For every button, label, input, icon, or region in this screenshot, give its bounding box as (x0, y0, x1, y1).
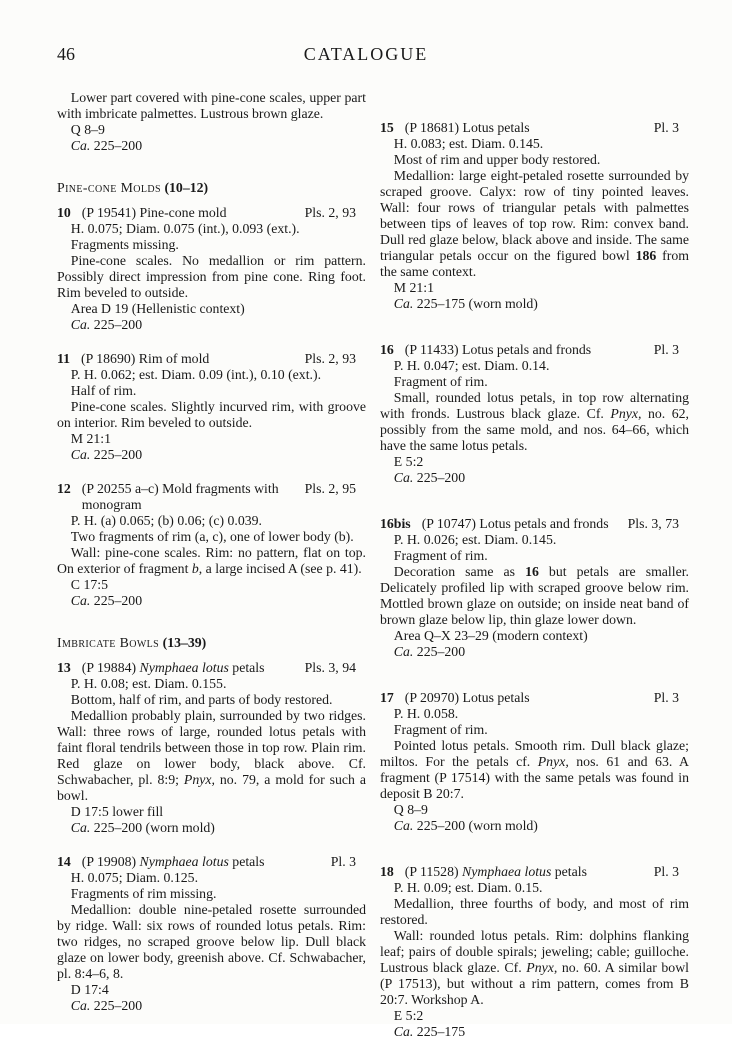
text-segment: 225–200 (90, 998, 143, 1013)
text-segment: , a large incised A (see p. 41). (198, 561, 362, 576)
text-segment: Fragment of rim. (393, 374, 488, 389)
entry-title (405, 342, 646, 358)
body-paragraph (380, 896, 689, 928)
text-segment: Wall: rounded lotus petals. Rim: dolphins flanking leaf; pairs of double spirals; jeweling; cable; guilloche. Lustrous black glaze. Cf. (380, 928, 689, 975)
entry-title (82, 854, 323, 870)
text-segment: Pnyx, (183, 772, 215, 787)
text-segment: petals (228, 854, 265, 869)
entry-header (57, 205, 366, 221)
text-segment: (P 19884) (81, 660, 140, 675)
plate-reference: Pls. 2, 93 (304, 205, 356, 220)
text-segment: Fragments missing. (70, 237, 179, 252)
entry-number: 13 (57, 660, 71, 675)
body-paragraph (57, 367, 366, 383)
body-paragraph (380, 454, 689, 470)
text-segment: P. H. 0.026; est. Diam. 0.145. (393, 532, 557, 547)
text-segment: Nymphaea lotus (139, 660, 229, 675)
body-paragraph (57, 529, 366, 545)
body-paragraph (57, 982, 366, 998)
text-segment: H. 0.075; Diam. 0.125. (70, 870, 199, 885)
text-segment: (P 10747) Lotus petals and fronds (421, 516, 609, 531)
text-segment: C 17:5 (70, 577, 108, 592)
body-paragraph (380, 802, 689, 818)
text-segment: 225–200 (worn mold) (413, 818, 538, 833)
text-segment: Medallion probably plain, surrounded by two ridges. Wall: three rows of large, rounded lotus petals with faint floral tendrils between those in top row. Plain rim. Red glaze on lower body, black above. Cf. Schwabacher, pl. 8:9; (57, 708, 366, 787)
body-paragraph (380, 1024, 689, 1040)
plate-reference: Pls. 2, 95 (304, 481, 356, 496)
text-segment: E 5:2 (393, 454, 424, 469)
body-paragraph (380, 280, 689, 296)
plate-reference: Pls. 2, 93 (304, 351, 356, 366)
plate-reference: Pl. 3 (653, 120, 679, 135)
body-paragraph (57, 399, 366, 431)
text-segment: (P 19541) Pine-cone mold (81, 205, 227, 220)
text-segment: no. 62, possibly from the same mold, and nos. 64–66, which have the same lotus petals. (380, 406, 689, 453)
entry-header (57, 660, 366, 676)
catalog-entry (57, 854, 366, 1014)
text-segment: Medallion: large eight-petaled rosette surrounded by scraped groove. Calyx: row of tiny pointed leaves. Wall: four rows of triangular petals with palmettes between tips of leaves of top row. Rim: convex band. Dull red glaze below, black above and inside. The same triangular petals occur on the figured bowl (380, 168, 689, 263)
entry-number: 17 (380, 690, 394, 705)
page-header (0, 0, 732, 66)
text-segment: Ca. (393, 296, 414, 311)
text-segment: Pnyx, (610, 406, 642, 421)
text-segment: Ca. (393, 644, 414, 659)
entry-header (380, 120, 689, 136)
entry-number: 12 (57, 481, 71, 496)
body-paragraph (57, 317, 366, 333)
body-paragraph (57, 221, 366, 237)
text-segment: Bottom, half of rim, and parts of body restored. (70, 692, 333, 707)
entry-header (57, 854, 366, 870)
plate-reference: Pl. 3 (653, 864, 679, 879)
text-segment: no. 60. A similar bowl (P 17513), but without a rim pattern, comes from B 20:7. Workshop A. (380, 960, 690, 1007)
text-segment: Pine-cone scales. Slightly incurved rim, with groove on interior. Rim beveled to outside. (57, 399, 366, 430)
text-segment: nos. 61 and 63. A fragment (P 17514) with the same petals was found in deposit B 20:7. (380, 754, 689, 801)
text-segment: Lower part covered with pine-cone scales, upper part with imbricate palmettes. Lustrous brown glaze. (57, 90, 366, 121)
section-heading (57, 635, 366, 651)
plate-reference: Pls. 3, 73 (627, 516, 679, 531)
entry-title (405, 864, 646, 880)
body-paragraph (380, 548, 689, 564)
text-segment: 225–200 (413, 644, 466, 659)
body-paragraph (57, 804, 366, 820)
body-paragraph (57, 870, 366, 886)
body-paragraph (57, 545, 366, 577)
body-paragraph (57, 593, 366, 609)
plate-reference: Pl. 3 (653, 690, 679, 705)
text-segment: P. H. (a) 0.065; (b) 0.06; (c) 0.039. (70, 513, 263, 528)
catalog-entry (57, 205, 366, 333)
running-head: CATALOGUE (303, 44, 429, 64)
section-heading (57, 180, 366, 196)
body-paragraph (380, 470, 689, 486)
text-segment: M 21:1 (70, 431, 112, 446)
text-segment: Ca. (393, 1024, 414, 1039)
entry-header (380, 690, 689, 706)
text-segment: b (191, 561, 199, 576)
text-segment: H. 0.083; est. Diam. 0.145. (393, 136, 544, 151)
body-paragraph (380, 296, 689, 312)
text-segment: 186 (635, 248, 657, 263)
entry-title (82, 481, 297, 513)
catalog-entry (57, 351, 366, 463)
text-segment: 225–200 (90, 447, 143, 462)
catalog-entry (380, 120, 689, 312)
paragraph (57, 122, 366, 138)
text-segment: (P 18681) Lotus petals (404, 120, 530, 135)
text-segment: Decoration same as (393, 564, 526, 579)
plate-reference: Pls. 3, 94 (304, 660, 356, 675)
body-paragraph (57, 820, 366, 836)
text-segment: from the same context. (380, 248, 689, 279)
entry-header (380, 864, 689, 880)
text-segment: Wall: pine-cone scales. Rim: no pattern, flat on top. On exterior of fragment (57, 545, 366, 576)
body-paragraph (57, 447, 366, 463)
entry-title (405, 690, 646, 706)
body-paragraph (380, 358, 689, 374)
body-paragraph (380, 564, 689, 628)
body-paragraph (380, 722, 689, 738)
text-segment: M 21:1 (393, 280, 435, 295)
text-segment: Fragment of rim. (393, 548, 488, 563)
body-paragraph (380, 168, 689, 280)
text-segment: 225–200 (90, 593, 143, 608)
body-paragraph (57, 301, 366, 317)
text-segment: Ca. (70, 447, 91, 462)
text-segment: 225–175 (413, 1024, 466, 1039)
body-paragraph (57, 902, 366, 982)
text-segment: P. H. 0.08; est. Diam. 0.155. (70, 676, 227, 691)
catalog-entry (57, 481, 366, 609)
catalog-entry (380, 864, 689, 1040)
text-segment: P. H. 0.058. (393, 706, 459, 721)
text-segment: Pine-cone scales. No medallion or rim pattern. Possibly direct impression from pine cone. Ring foot. Rim beveled to outside. (57, 253, 366, 300)
text-segment: (P 11528) (404, 864, 463, 879)
column-right (380, 90, 689, 1040)
text-segment: petals (228, 660, 265, 675)
text-segment: (13–39) (162, 635, 207, 650)
entry-title (82, 660, 297, 676)
text-segment: Half of rim. (70, 383, 137, 398)
body-paragraph (57, 237, 366, 253)
text-segment: Pnyx, (537, 754, 569, 769)
body-paragraph (380, 628, 689, 644)
entry-title (405, 120, 646, 136)
text-segment: 16 (525, 564, 539, 579)
body-paragraph (57, 577, 366, 593)
entry-number: 16 (380, 342, 394, 357)
body-paragraph (57, 676, 366, 692)
catalog-entry (380, 690, 689, 834)
column-left (57, 90, 366, 1040)
entry-number: 18 (380, 864, 394, 879)
text-segment: 225–200 (90, 138, 143, 153)
text-segment: Ca. (70, 998, 91, 1013)
entry-header (57, 351, 366, 367)
text-segment: (10–12) (164, 180, 209, 195)
text-segment: Area Q–X 23–29 (modern context) (393, 628, 588, 643)
text-segment: (P 20255 a–c) Mold fragments with monogram (81, 481, 279, 512)
body-paragraph (380, 152, 689, 168)
text-segment: P. H. 0.062; est. Diam. 0.09 (int.), 0.10 (ext.). (70, 367, 322, 382)
text-segment: Q 8–9 (70, 122, 105, 137)
body-paragraph (57, 383, 366, 399)
page-number: 46 (57, 44, 75, 64)
text-segment: but petals are smaller. Delicately profiled lip with scraped groove below rim. Mottled brown glaze on outside; on inside neat band of brown glaze below lip, thin glaze lower down. (380, 564, 690, 627)
text-segment: Fragment of rim. (393, 722, 488, 737)
body-paragraph (380, 880, 689, 896)
text-columns (0, 66, 732, 1040)
text-segment: Pine-cone Molds (57, 180, 161, 195)
text-segment: 225–200 (413, 470, 466, 485)
text-segment: P. H. 0.047; est. Diam. 0.14. (393, 358, 550, 373)
plate-reference: Pl. 3 (330, 854, 356, 869)
text-segment: E 5:2 (393, 1008, 424, 1023)
entry-title (81, 351, 297, 367)
text-segment: D 17:5 lower fill (70, 804, 164, 819)
entry-number: 10 (57, 205, 71, 220)
entry-title (82, 205, 297, 221)
body-paragraph (57, 692, 366, 708)
text-segment: Ca. (393, 818, 414, 833)
text-segment: no. 79, a mold for such a bowl. (57, 772, 366, 803)
text-segment: Ca. (70, 593, 91, 608)
text-segment: D 17:4 (70, 982, 109, 997)
entry-header (380, 342, 689, 358)
text-segment: petals (551, 864, 587, 879)
body-paragraph (57, 886, 366, 902)
text-segment: Medallion: double nine-petaled rosette surrounded by ridge. Wall: six rows of rounded lotus petals. Rim: two ridges, no scraped groove below lip. Dull black glaze on lower body, greenish above. Cf. Schwabacher, pl. 8:4–6, 8. (57, 902, 366, 981)
text-segment: 225–200 (90, 317, 143, 332)
entry-header (380, 516, 689, 532)
entry-number: 14 (57, 854, 71, 869)
catalog-entry (57, 660, 366, 836)
text-segment: Ca. (70, 820, 91, 835)
body-paragraph (380, 818, 689, 834)
body-paragraph (380, 374, 689, 390)
plate-reference: Pl. 3 (653, 342, 679, 357)
text-segment: Nymphaea lotus (462, 864, 552, 879)
text-segment: (P 20970) Lotus petals (404, 690, 530, 705)
body-paragraph (57, 431, 366, 447)
text-segment: 225–200 (worn mold) (90, 820, 215, 835)
body-paragraph (380, 738, 689, 802)
paragraph (57, 138, 366, 154)
entry-number: 15 (380, 120, 394, 135)
body-paragraph (380, 706, 689, 722)
text-segment: (P 18690) Rim of mold (81, 351, 210, 366)
text-segment: Ca. (70, 317, 91, 332)
text-segment: Most of rim and upper body restored. (393, 152, 601, 167)
paragraph (57, 90, 366, 122)
catalog-entry (380, 516, 689, 660)
body-paragraph (380, 928, 689, 1008)
text-segment: (P 11433) Lotus petals and fronds (404, 342, 592, 357)
body-paragraph (380, 390, 689, 454)
text-segment: Small, rounded lotus petals, in top row alternating with fronds. Lustrous black glaze. Cf. (380, 390, 689, 421)
text-segment: Q 8–9 (393, 802, 428, 817)
entry-title (422, 516, 620, 532)
text-segment: 225–175 (worn mold) (413, 296, 538, 311)
text-segment: Medallion, three fourths of body, and most of rim restored. (380, 896, 689, 927)
entry-number: 11 (57, 351, 71, 366)
text-segment: Pointed lotus petals. Smooth rim. Dull black glaze; miltos. For the petals cf. (380, 738, 689, 769)
body-paragraph (380, 532, 689, 548)
text-segment: Fragments of rim missing. (70, 886, 217, 901)
body-paragraph (380, 136, 689, 152)
text-segment: H. 0.075; Diam. 0.075 (int.), 0.093 (ext.). (70, 221, 300, 236)
catalog-entry (380, 342, 689, 486)
text-segment: (P 19908) (81, 854, 140, 869)
text-segment: Nymphaea lotus (139, 854, 229, 869)
entry-header (57, 481, 366, 513)
text-segment: P. H. 0.09; est. Diam. 0.15. (393, 880, 543, 895)
body-paragraph (57, 513, 366, 529)
text-segment: Area D 19 (Hellenistic context) (70, 301, 245, 316)
text-segment: Two fragments of rim (a, c), one of lower body (b). (70, 529, 354, 544)
text-segment: Pnyx, (526, 960, 558, 975)
body-paragraph (57, 253, 366, 301)
text-segment: Ca. (70, 138, 91, 153)
body-paragraph (380, 644, 689, 660)
entry-number: 16bis (380, 516, 411, 531)
text-segment: Ca. (393, 470, 414, 485)
body-paragraph (57, 708, 366, 804)
body-paragraph (57, 998, 366, 1014)
body-paragraph (380, 1008, 689, 1024)
text-segment: Imbricate Bowls (57, 635, 160, 650)
